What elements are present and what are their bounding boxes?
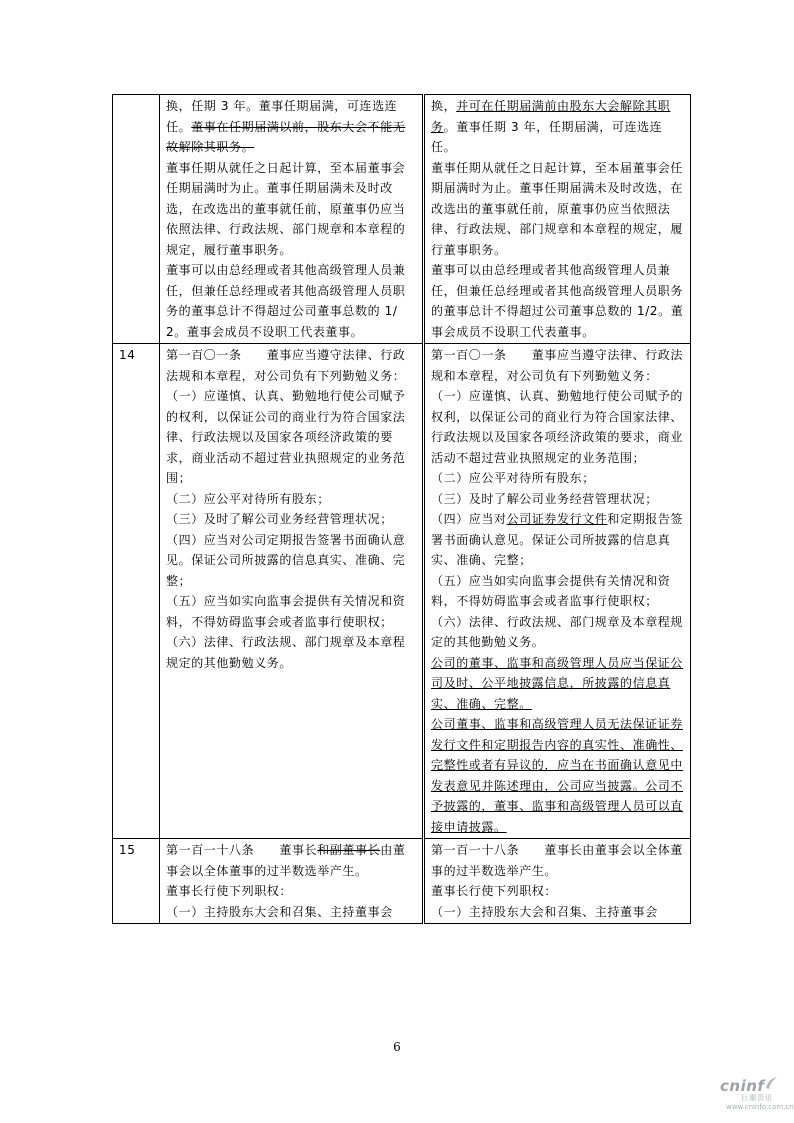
text-segment: 。董事任期 3 年，任期届满，可连选连任。 — [431, 119, 663, 154]
revised-text-cell — [424, 95, 691, 344]
text-segment: （一）应谨慎、认真、勤勉地行使公司赋予的权利，以保证公司的商业行为符合国家法律、行政法规以及国家各项经济政策的要求，商业活动不超过营业执照规定的业务范围； — [431, 389, 684, 465]
paragraph — [166, 632, 417, 673]
logo-brand: cninf — [720, 1077, 765, 1095]
logo-brand-cn: 巨潮资讯 — [741, 1094, 773, 1102]
text-segment: （三）及时了解公司业务经营管理状况； — [431, 491, 658, 506]
paragraph — [431, 653, 685, 715]
text-segment: 董事任期从就任之日起计算，至本届董事会任期届满时为止。董事任期届满未及时改选，在改选出的董事就任前，原董事仍应当依照法律、行政法规、部门规章和本章程的规定，履行董事职务。 — [431, 160, 684, 257]
paragraph — [431, 96, 685, 158]
text-segment: （六）法律、行政法规、部门规章及本章程规定的其他勤勉义务。 — [166, 635, 406, 670]
text-segment: （一）应谨慎、认真、勤勉地行使公司赋予的权利，以保证公司的商业行为符合国家法律、行政法规以及国家各项经济政策的要求，商业活动不超过营业执照规定的业务范围； — [166, 389, 406, 485]
inserted-text: 公司的董事、监事和高级管理人员应当保证公司及时、公平地披露信息，所披露的信息真实、准确、完整。 — [431, 655, 684, 711]
paragraph — [166, 509, 417, 530]
revised-text-cell — [424, 839, 691, 924]
text-segment: 和定期报告签署书面确认意见。保证公司所披露的信息真实、准确、完整； — [431, 512, 684, 567]
text-segment: 董事长行使下列职权： — [431, 884, 558, 898]
paragraph — [431, 902, 685, 923]
text-segment: （四）应当对 — [431, 512, 507, 526]
paragraph — [431, 489, 685, 510]
text-segment: 董事可以由总经理或者其他高级管理人员兼任，但兼任总经理或者其他高级管理人员职务的董事总计不得超过公司董事总数的 1/2。董事会成员不设职工代表董事。 — [431, 263, 684, 339]
original-text-cell — [160, 344, 424, 839]
cninfo-watermark-logo — [720, 1076, 794, 1116]
paragraph — [431, 158, 685, 261]
paragraph — [166, 345, 417, 386]
logo-swoosh-icon — [764, 1076, 778, 1090]
table-row — [113, 95, 691, 344]
paragraph — [431, 468, 685, 489]
paragraph — [431, 260, 685, 342]
text-segment: （五）应当如实向监事会提供有关情况和资料，不得妨碍监事会或者监事行使职权； — [166, 594, 406, 629]
original-text-cell — [160, 95, 424, 344]
table-body — [113, 95, 691, 924]
text-segment: （二）应公平对待所有股东； — [166, 491, 330, 506]
text-segment: （五）应当如实向监事会提供有关情况和资料，不得妨碍监事会或者监事行使职权； — [431, 573, 671, 608]
text-segment: （一）主持股东大会和召集、主持董事会 — [431, 904, 658, 919]
deleted-text: 董事在任期届满以前，股东大会不能无故解除其职务。 — [166, 119, 406, 154]
paragraph — [431, 345, 685, 386]
text-segment: 由董事会以全体董事的过半数选举产生。 — [166, 843, 406, 878]
deleted-text: 和副董事长 — [317, 843, 381, 857]
paragraph — [431, 714, 685, 837]
table-row — [113, 839, 691, 924]
row-number-cell — [113, 95, 160, 344]
text-segment: 换，任期 3 年。董事任期届满，可连选连任。 — [166, 99, 398, 134]
page-number: 6 — [393, 1040, 401, 1054]
table-row — [113, 344, 691, 839]
paragraph — [431, 840, 685, 881]
paragraph — [431, 509, 685, 571]
original-text-cell — [160, 839, 424, 924]
text-segment: （二）应公平对待所有股东； — [431, 471, 595, 485]
paragraph — [166, 260, 417, 342]
paragraph — [166, 530, 417, 592]
inserted-text: 并可在任期届满前由股东大会解除其职务 — [431, 99, 671, 134]
paragraph — [166, 96, 417, 158]
paragraph — [431, 881, 685, 902]
paragraph — [431, 612, 685, 653]
text-segment: 第一百一十八条 董事长 — [166, 843, 318, 857]
paragraph — [431, 386, 685, 468]
paragraph — [431, 571, 685, 612]
row-number-cell: 15 — [113, 839, 160, 924]
text-segment: （六）法律、行政法规、部门规章及本章程规定的其他勤勉义务。 — [431, 614, 684, 649]
text-segment: （四）应当对公司定期报告签署书面确认意见。保证公司所披露的信息真实、准确、完整； — [166, 532, 406, 588]
text-segment: 第一百一十八条 董事长由董事会以全体董事的过半数选举产生。 — [431, 843, 684, 878]
row-number-cell: 14 — [113, 344, 160, 839]
logo-url: www.cninfo.com.cn — [726, 1103, 794, 1111]
text-segment: 董事可以由总经理或者其他高级管理人员兼任，但兼任总经理或者其他高级管理人员职务的董事总计不得超过公司董事总数的 1/2。董事会成员不设职工代表董事。 — [166, 263, 406, 339]
text-segment: 第一百〇一条 董事应当遵守法律、行政法规和本章程，对公司负有下列勤勉义务： — [166, 348, 406, 383]
text-segment: 董事长行使下列职权： — [166, 884, 293, 898]
paragraph — [166, 489, 417, 510]
inserted-text: 公司董事、监事和高级管理人员无法保证证券发行文件和定期报告内容的真实性、准确性、完整性或者有异议的，应当在书面确认意见中发表意见并陈述理由，公司应当披露。公司不予披露的，董事、监事和高级管理人员可以直接申请披露。 — [431, 717, 684, 834]
text-segment: （一）主持股东大会和召集、主持董事会 — [166, 904, 393, 919]
text-segment: 董事任期从就任之日起计算，至本届董事会任期届满时为止。董事任期届满未及时改选，在改选出的董事就任前，原董事仍应当依照法律、行政法规、部门规章和本章程的规定，履行董事职务。 — [166, 160, 406, 257]
paragraph — [166, 902, 417, 923]
paragraph — [166, 840, 417, 881]
revised-text-cell — [424, 344, 691, 839]
inserted-text: 公司证券发行文件 — [506, 512, 608, 526]
paragraph — [166, 386, 417, 489]
paragraph — [166, 881, 417, 902]
text-segment: （三）及时了解公司业务经营管理状况； — [166, 512, 393, 526]
paragraph — [166, 591, 417, 632]
text-segment: 第一百〇一条 董事应当遵守法律、行政法规和本章程，对公司负有下列勤勉义务： — [431, 348, 684, 383]
text-segment: 换， — [431, 99, 457, 113]
paragraph — [166, 158, 417, 261]
comparison-table — [112, 94, 691, 924]
